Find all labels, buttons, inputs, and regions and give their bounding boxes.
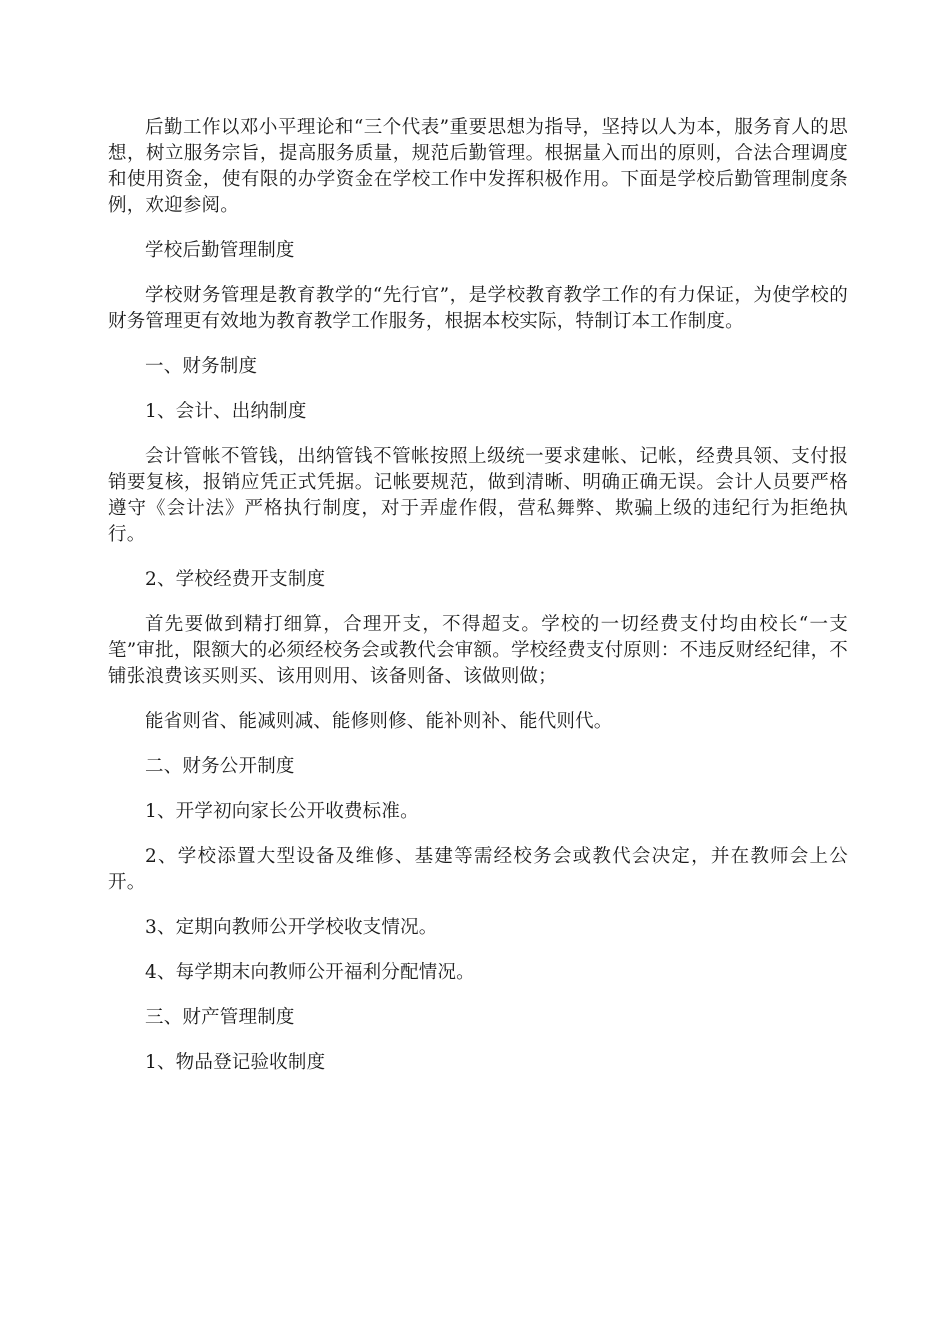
intro-paragraph: 后勤工作以邓小平理论和“三个代表”重要思想为指导，坚持以人为本，服务育人的思想，树立服务宗旨，提高服务质量，规范后勤管理。根据量入而出的原则，合法合理调度和使用资金，使有限的办学资金在学校工作中发挥积极作用。下面是学校后勤管理制度条例，欢迎参阅。	[108, 117, 848, 216]
preamble-paragraph: 学校财务管理是教育教学的“先行官”，是学校教育教学工作的有力保证，为使学校的财务管理更有效地为教育教学工作服务，根据本校实际，特制订本工作制度。	[108, 285, 848, 332]
disclosure-item-2: 2、学校添置大型设备及维修、基建等需经校务会或教代会决定，并在教师会上公开。	[108, 846, 848, 893]
subsection-heading-accounting: 1、会计、出纳制度	[145, 401, 307, 422]
disclosure-item-1: 1、开学初向家长公开收费标准。	[145, 801, 419, 822]
subsection-heading-expenditure: 2、学校经费开支制度	[145, 569, 326, 590]
disclosure-item-3: 3、定期向教师公开学校收支情况。	[145, 917, 438, 938]
section-heading-finance: 一、财务制度	[145, 356, 258, 377]
accounting-paragraph: 会计管帐不管钱，出纳管钱不管帐按照上级统一要求建帐、记帐，经费具领、支付报销要复核，报销应凭正式凭据。记帐要规范，做到清晰、明确正确无误。会计人员要严格遵守《会计法》严格执行制度，对于弄虚作假，营私舞弊、欺骗上级的违纪行为拒绝执行。	[108, 446, 848, 545]
saving-principles-paragraph: 能省则省、能减则减、能修则修、能补则补、能代则代。	[145, 711, 613, 732]
document-title: 学校后勤管理制度	[145, 240, 295, 261]
section-heading-property: 三、财产管理制度	[145, 1007, 295, 1028]
disclosure-item-4: 4、每学期末向教师公开福利分配情况。	[145, 962, 475, 983]
section-heading-disclosure: 二、财务公开制度	[145, 756, 295, 777]
expenditure-paragraph: 首先要做到精打细算，合理开支，不得超支。学校的一切经费支付均由校长“一支笔”审批，限额大的必须经校务会或教代会审额。学校经费支付原则：不违反财经纪律，不铺张浪费该买则买、该用则用、该备则备、该做则做；	[108, 614, 848, 687]
subsection-heading-registration: 1、物品登记验收制度	[145, 1052, 326, 1073]
document-body	[108, 115, 848, 1095]
